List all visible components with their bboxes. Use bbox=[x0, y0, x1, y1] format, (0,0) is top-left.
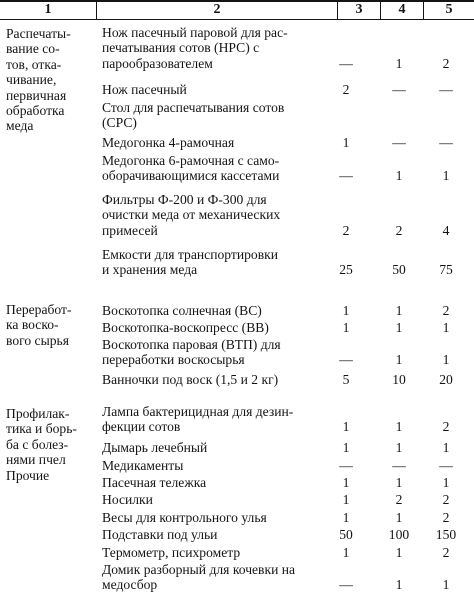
equipment-name-line: Подставки под ульи bbox=[102, 527, 218, 542]
category-label-line: нями пчел bbox=[6, 452, 66, 468]
equipment-name-line: (СРС) bbox=[102, 115, 137, 131]
equipment-name-line: Стол для распечатывания сотов bbox=[102, 100, 285, 115]
equipment-name-line: Дымарь лечебный bbox=[102, 440, 208, 455]
equipment-name-line: Термометр, психрометр bbox=[102, 545, 241, 560]
quantity-c3: 2 bbox=[342, 222, 350, 238]
quantity-c5: — bbox=[439, 458, 453, 473]
equipment-name-line: очистки меда от механических bbox=[102, 207, 281, 223]
quantity-c5: 2 bbox=[442, 492, 450, 507]
equipment-name-line: Лампа бактерицидная для дезин- bbox=[102, 404, 294, 419]
category-label-line: вание со- bbox=[6, 41, 60, 57]
quantity-c4: 2 bbox=[395, 492, 403, 507]
quantity-c4: 1 bbox=[395, 168, 403, 184]
quantity-c3: — bbox=[339, 458, 353, 473]
quantity-c4: 1 bbox=[395, 475, 403, 490]
equipment-name-line: медосбор bbox=[102, 577, 158, 593]
quantity-c5: 2 bbox=[442, 545, 450, 560]
quantity-c5: 75 bbox=[439, 262, 453, 278]
quantity-c5: 1 bbox=[442, 577, 450, 593]
equipment-name-line: Нож пасечный bbox=[102, 82, 187, 97]
quantity-c4: 1 bbox=[395, 577, 403, 593]
quantity-c3: 1 bbox=[342, 475, 350, 490]
quantity-c3: 1 bbox=[342, 320, 350, 335]
category-label-line: Распечаты- bbox=[6, 26, 71, 41]
quantity-c5: 1 bbox=[442, 475, 450, 490]
header-col-1: 1 bbox=[44, 2, 52, 17]
quantity-c4: 1 bbox=[395, 320, 403, 335]
equipment-name-line: Домик разборный для кочевки на bbox=[102, 562, 296, 577]
quantity-c3: 1 bbox=[342, 545, 350, 560]
equipment-name-line: Воскотопка-воскопресс (ВВ) bbox=[102, 320, 269, 335]
header-col-5: 5 bbox=[445, 2, 453, 17]
quantity-c3: — bbox=[339, 168, 353, 184]
category-label-line: тов, отка- bbox=[6, 56, 62, 72]
category-label-line: вого сырья bbox=[6, 332, 69, 348]
quantity-c4: — bbox=[392, 82, 406, 97]
category-label-line: чивание, bbox=[6, 72, 57, 88]
equipment-name-line: Нож пасечный паровой для рас- bbox=[102, 25, 288, 40]
quantity-c5: 4 bbox=[442, 222, 450, 238]
quantity-c5: — bbox=[439, 135, 453, 150]
quantity-c4: — bbox=[392, 458, 406, 473]
quantity-c5: 1 bbox=[442, 320, 450, 335]
equipment-name-line: Медикаменты bbox=[102, 458, 184, 473]
quantity-c4: 10 bbox=[392, 372, 406, 387]
quantity-c5: 2 bbox=[442, 55, 450, 71]
quantity-c4: 1 bbox=[395, 510, 403, 525]
quantity-c3: — bbox=[339, 352, 353, 368]
quantity-c3: 1 bbox=[342, 440, 350, 455]
quantity-c4: 1 bbox=[395, 545, 403, 560]
equipment-name-line: фекции сотов bbox=[102, 419, 181, 435]
equipment-name-line: переработки воскосырья bbox=[102, 352, 245, 368]
quantity-c4: 100 bbox=[388, 527, 410, 542]
equipment-name-line: Ванночки под воск (1,5 и 2 кг) bbox=[102, 372, 279, 387]
category-label-line: ба с болез- bbox=[6, 436, 69, 452]
quantity-c4: 1 bbox=[395, 303, 403, 318]
quantity-c5: 20 bbox=[439, 372, 453, 387]
quantity-c3: 1 bbox=[342, 135, 350, 150]
category-label-line: Прочие bbox=[6, 467, 50, 483]
quantity-c3: 2 bbox=[342, 82, 350, 97]
quantity-c3: 1 bbox=[342, 510, 350, 525]
category-label-line: Профилак- bbox=[6, 406, 70, 421]
equipment-name-line: Медогонка 4-рамочная bbox=[102, 135, 235, 150]
equipment-name-line: Медогонка 6-рамочная с само- bbox=[102, 153, 280, 168]
header-col-4: 4 bbox=[398, 2, 406, 17]
quantity-c4: — bbox=[392, 135, 406, 150]
equipment-name-line: парообразователем bbox=[102, 55, 213, 71]
quantity-c4: 1 bbox=[395, 352, 403, 368]
quantity-c4: 2 bbox=[395, 222, 403, 238]
category-label-line: Переработ- bbox=[6, 302, 72, 317]
quantity-c5: 2 bbox=[442, 510, 450, 525]
quantity-c3: 1 bbox=[342, 492, 350, 507]
equipment-name-line: примесей bbox=[102, 222, 158, 238]
equipment-name-line: печатывания сотов (НРС) с bbox=[102, 40, 260, 56]
quantity-c5: 1 bbox=[442, 352, 450, 368]
header-bottom-rule bbox=[0, 19, 474, 20]
category-label-line: меда bbox=[6, 118, 34, 134]
quantity-c4: 1 bbox=[395, 419, 403, 435]
category-label-line: тика и борь- bbox=[6, 421, 77, 437]
quantity-c4: 50 bbox=[392, 262, 406, 278]
quantity-c4: 1 bbox=[395, 55, 403, 71]
category-label-line: ка воско- bbox=[6, 317, 59, 333]
header-col-3: 3 bbox=[355, 2, 363, 17]
quantity-c3: — bbox=[339, 55, 353, 71]
quantity-c3: 5 bbox=[342, 372, 350, 387]
category-label-line: обработка bbox=[6, 103, 65, 118]
equipment-name-line: и хранения меда bbox=[102, 262, 198, 278]
quantity-c3: — bbox=[339, 577, 353, 593]
quantity-c5: 1 bbox=[442, 168, 450, 184]
quantity-c5: 2 bbox=[442, 303, 450, 318]
header-col-2: 2 bbox=[213, 2, 221, 17]
equipment-name-line: Пасечная тележка bbox=[102, 475, 207, 490]
quantity-c3: 1 bbox=[342, 303, 350, 318]
quantity-c3: 1 bbox=[342, 419, 350, 435]
category-label-line: первичная bbox=[6, 87, 67, 103]
quantity-c5: — bbox=[439, 82, 453, 97]
equipment-name-line: Воскотопка паровая (ВТП) для bbox=[102, 337, 281, 352]
quantity-c3: 50 bbox=[339, 527, 353, 542]
quantity-c5: 2 bbox=[442, 419, 450, 435]
equipment-name-line: Весы для контрольного улья bbox=[102, 510, 267, 525]
quantity-c3: 25 bbox=[339, 262, 353, 278]
equipment-name-line: Емкости для транспортировки bbox=[102, 247, 278, 262]
quantity-c5: 150 bbox=[435, 527, 457, 542]
equipment-name-line: Фильтры Ф-200 и Ф-300 для bbox=[102, 192, 267, 207]
quantity-c5: 1 bbox=[442, 440, 450, 455]
quantity-c4: 1 bbox=[395, 440, 403, 455]
equipment-name-line: Воскотопка солнечная (ВС) bbox=[102, 303, 262, 318]
equipment-name-line: оборачивающимися кассетами bbox=[102, 168, 280, 184]
equipment-name-line: Носилки bbox=[102, 492, 153, 507]
